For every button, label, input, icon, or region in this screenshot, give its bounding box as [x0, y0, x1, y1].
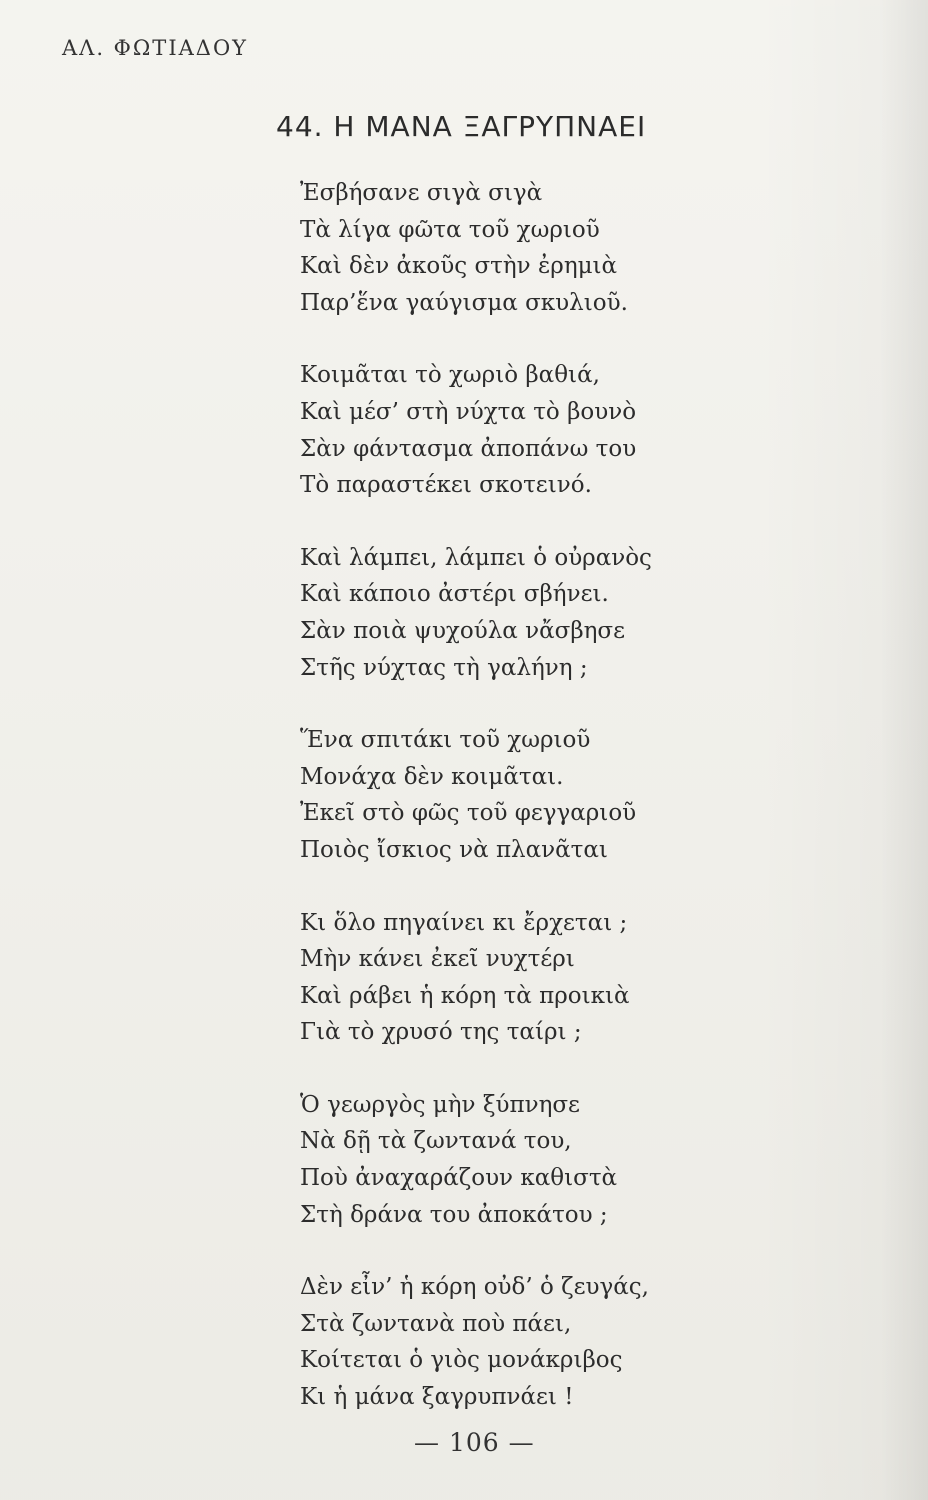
stanza: [300, 1269, 652, 1415]
poem-line: Ὁ γεωργὸς μὴν ξύπνησε: [300, 1091, 580, 1118]
poem-line: Σὰν ποιὰ ψυχούλα νἄσβησε: [300, 617, 626, 644]
page-number: — 106 —: [414, 1428, 535, 1457]
poem-line: Καὶ μέσ’ στὴ νύχτα τὸ βουνὸ: [300, 398, 637, 425]
poem-line: Παρ’ἕνα γαύγισμα σκυλιοῦ.: [300, 289, 628, 316]
poem-line: Στῆς νύχτας τὴ γαλήνη ;: [300, 654, 588, 681]
poem-line: Ποιὸς ἴσκιος νὰ πλανᾶται: [300, 836, 608, 863]
poem-line: Στὰ ζωντανὰ ποὺ πάει,: [300, 1310, 572, 1337]
poem-line: Κι ὅλο πηγαίνει κι ἔρχεται ;: [300, 909, 628, 936]
poem-line: Γιὰ τὸ χρυσό της ταίρι ;: [300, 1019, 582, 1046]
stanza: [300, 540, 652, 686]
stanza: [300, 1087, 652, 1233]
poem-line: Στὴ δράνα του ἀποκάτου ;: [300, 1201, 608, 1228]
poem-line: Κι ἡ μάνα ξαγρυπνάει !: [300, 1384, 574, 1411]
poem-line: Νὰ δῇ τὰ ζωντανά του,: [300, 1128, 572, 1155]
stanza: [300, 175, 652, 321]
poem-line: Καὶ κάποιο ἀστέρι σβήνει.: [300, 581, 609, 608]
poem-line: Καὶ λάμπει, λάμπει ὁ οὐρανὸς: [300, 544, 652, 571]
stanza: [300, 905, 652, 1051]
poem-line: Ποὺ ἀναχαράζουν καθιστὰ: [300, 1165, 618, 1192]
poem-line: Κοιμᾶται τὸ χωριὸ βαθιά,: [300, 362, 600, 389]
poem-line: Μονάχα δὲν κοιμᾶται.: [300, 763, 564, 790]
poem-line: Κοίτεται ὁ γιὸς μονάκριβος: [300, 1347, 623, 1374]
page-edge-shadow: [758, 0, 928, 1500]
poem-title: 44. Η ΜΑΝΑ ΞΑΓΡΥΠΝΑΕΙ: [276, 110, 647, 143]
poem-line: Ἐσβήσανε σιγὰ σιγὰ: [300, 180, 543, 206]
poem-line: Τὰ λίγα φῶτα τοῦ χωριοῦ: [300, 216, 600, 243]
stanza: [300, 722, 652, 868]
poem-line: Ἕνα σπιτάκι τοῦ χωριοῦ: [300, 727, 591, 754]
poem-line: Μὴν κάνει ἐκεῖ νυχτέρι: [300, 946, 575, 973]
poem-line: Τὸ παραστέκει σκοτεινό.: [300, 472, 592, 499]
poem-line: Δὲν εἶν’ ἡ κόρη οὐδ’ ὁ ζευγάς,: [300, 1274, 649, 1301]
poem-line: Ἐκεῖ στὸ φῶς τοῦ φεγγαριοῦ: [300, 800, 637, 827]
running-header: ΑΛ. ΦΩΤΙΑΔΟΥ: [62, 36, 249, 60]
stanza: [300, 357, 652, 503]
poem-body: [300, 175, 652, 1452]
poem-line: Σὰν φάντασμα ἀποπάνω του: [300, 435, 637, 462]
poem-line: Καὶ δὲν ἀκοῦς στὴν ἐρημιὰ: [300, 253, 618, 280]
poem-line: Καὶ ράβει ἡ κόρη τὰ προικιὰ: [300, 982, 630, 1009]
